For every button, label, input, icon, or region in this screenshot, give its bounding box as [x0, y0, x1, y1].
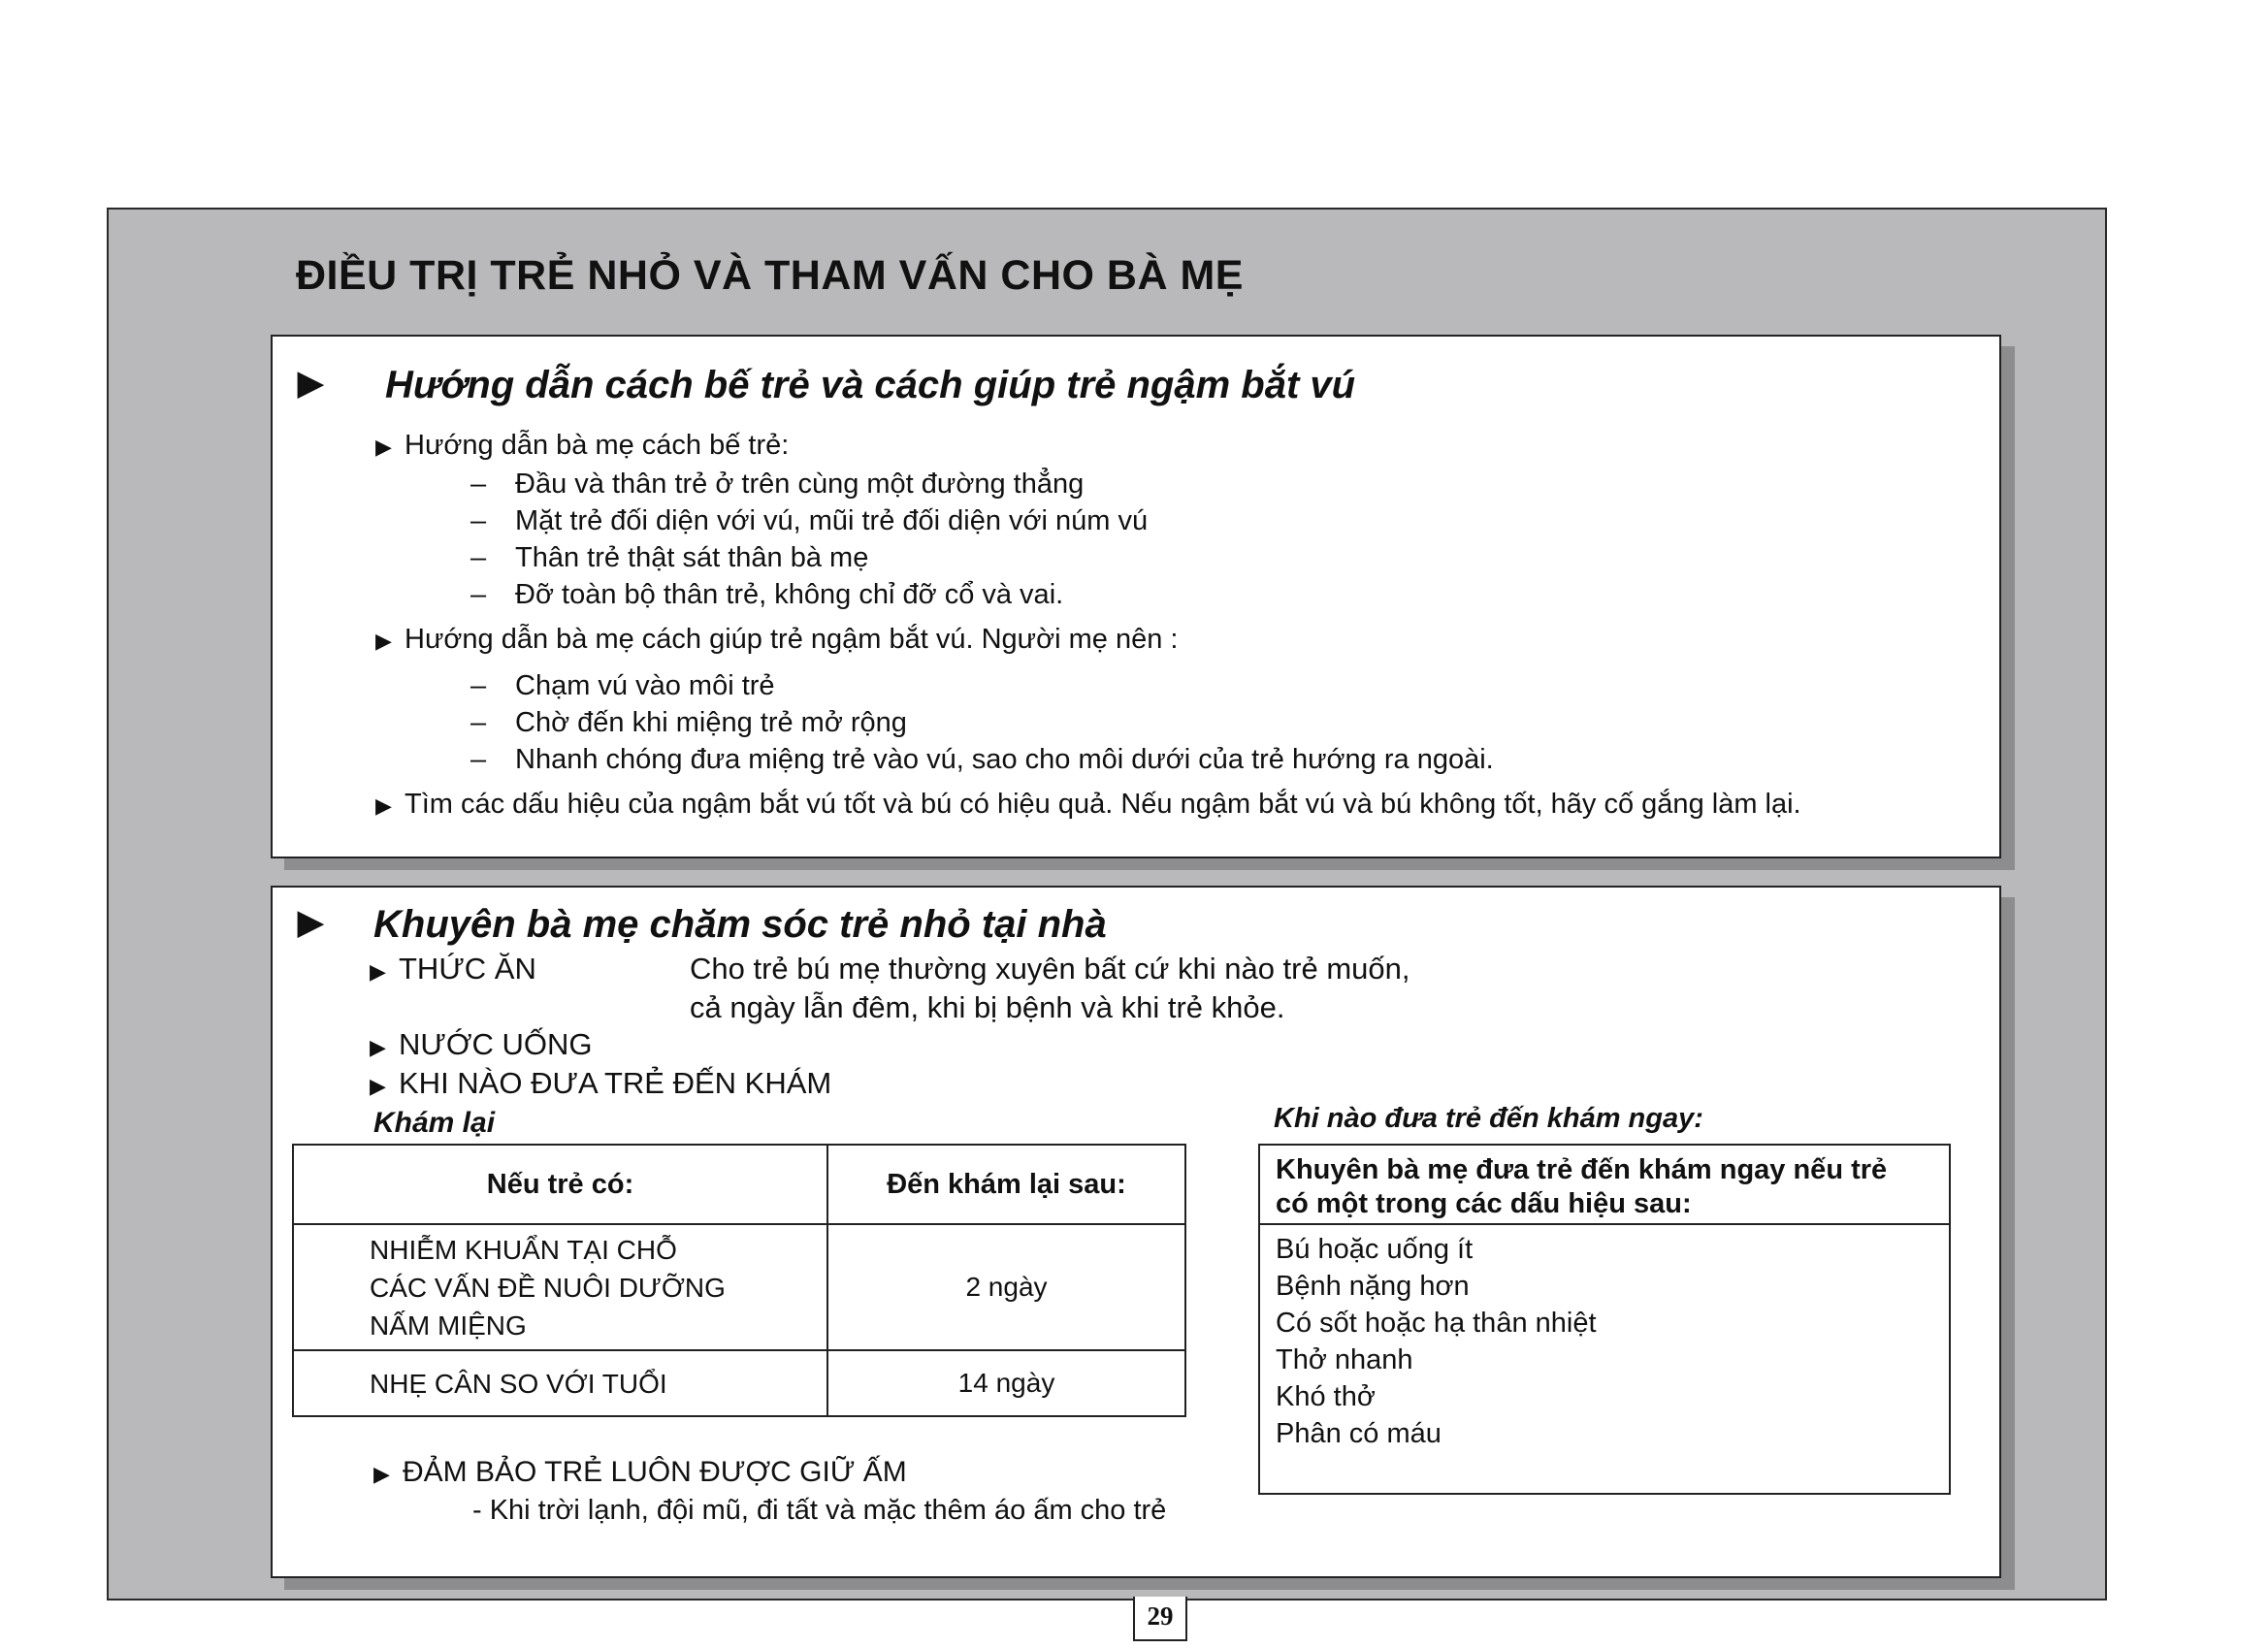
page-number: 29 — [1133, 1597, 1187, 1641]
arrow-bullet-icon: ▶ — [370, 1074, 386, 1098]
list-item: Khó thở — [1276, 1381, 1376, 1412]
table-row — [293, 1350, 1185, 1416]
arrow-bullet-icon: ▶ — [375, 793, 392, 818]
dash-icon: – — [470, 542, 487, 573]
list-item: Có sốt hoặc hạ thân nhiệt — [1276, 1308, 1597, 1339]
list-item: Bú hoặc uống ít — [1276, 1234, 1474, 1265]
immediate-signs-box — [1258, 1144, 1951, 1495]
table-header-row — [293, 1145, 1185, 1224]
dash-icon: – — [470, 707, 487, 738]
immediate-visit-title: Khi nào đưa trẻ đến khám ngay: — [1274, 1103, 1703, 1134]
section-heading-text: Hướng dẫn cách bế trẻ và cách giúp trẻ ngậm bắt vú — [385, 364, 1356, 406]
arrow-bullet-icon: ▶ — [375, 629, 392, 653]
holding-instruction: ▶ Hướng dẫn bà mẹ cách bế trẻ: — [375, 430, 790, 461]
arrow-bullet-icon: ▶ — [375, 435, 392, 459]
list-item: Chờ đến khi miệng trẻ mở rộng — [515, 707, 907, 738]
immediate-signs-header: Khuyên bà mẹ đưa trẻ đến khám ngay nếu trẻ có một trong các dấu hiệu sau: — [1260, 1146, 1949, 1225]
condition-cell: NHẸ CÂN SO VỚI TUỔI — [293, 1350, 827, 1416]
list-item: Chạm vú vào môi trẻ — [515, 670, 775, 701]
arrow-bullet-icon: ▶ — [298, 904, 324, 941]
arrow-bullet-icon: ▶ — [373, 1462, 390, 1486]
dash-icon: – — [470, 579, 487, 610]
table-row — [293, 1224, 1185, 1350]
dash-icon: – — [470, 469, 487, 500]
revisit-table — [292, 1144, 1186, 1417]
list-item: Thở nhanh — [1276, 1344, 1413, 1375]
home-care-panel — [271, 886, 2001, 1578]
list-item: Nhanh chóng đưa miệng trẻ vào vú, sao cho môi dưới của trẻ hướng ra ngoài. — [515, 744, 1494, 775]
list-item: Thân trẻ thật sát thân bà mẹ — [515, 542, 869, 573]
food-label: ▶ THỨC ĂN — [370, 952, 536, 986]
list-item: Bệnh nặng hơn — [1276, 1271, 1470, 1302]
food-description: Cho trẻ bú mẹ thường xuyên bất cứ khi nào trẻ muốn, cả ngày lẫn đêm, khi bị bệnh và khi trẻ khỏe. — [690, 952, 1410, 1024]
water-label: ▶ NƯỚC UỐNG — [370, 1027, 593, 1061]
immediate-signs-list — [1260, 1225, 1949, 1452]
condition-cell: NHIỄM KHUẨN TẠI CHỖ CÁC VẤN ĐỀ NUÔI DƯỠNG NẤM MIỆNG — [293, 1224, 827, 1350]
list-item: Đầu và thân trẻ ở trên cùng một đường thẳng — [515, 469, 1085, 500]
keep-warm-detail: - Khi trời lạnh, đội mũ, đi tất và mặc thêm áo ấm cho trẻ — [472, 1495, 1167, 1526]
list-item: Đỡ toàn bộ thân trẻ, không chỉ đỡ cổ và vai. — [515, 579, 1064, 610]
dash-icon: – — [470, 505, 487, 536]
arrow-bullet-icon: ▶ — [298, 365, 324, 402]
good-attachment-signs: ▶ Tìm các dấu hiệu của ngậm bắt vú tốt và bú có hiệu quả. Nếu ngậm bắt vú và bú không tốt, hãy cố gắng làm lại. — [375, 789, 1801, 820]
holding-attachment-panel — [271, 335, 2001, 858]
revisit-title: Khám lại — [373, 1107, 496, 1139]
followup-cell: 2 ngày — [827, 1224, 1185, 1350]
when-to-visit-label: ▶ KHI NÀO ĐƯA TRẺ ĐẾN KHÁM — [370, 1066, 832, 1100]
page-title: ĐIỀU TRỊ TRẺ NHỎ VÀ THAM VẤN CHO BÀ MẸ — [296, 252, 1244, 299]
keep-warm-label: ▶ ĐẢM BẢO TRẺ LUÔN ĐƯỢC GIỮ ẤM — [373, 1456, 907, 1488]
followup-cell: 14 ngày — [827, 1350, 1185, 1416]
list-item: Mặt trẻ đối diện với vú, mũi trẻ đối diện với núm vú — [515, 505, 1149, 536]
arrow-bullet-icon: ▶ — [370, 959, 386, 984]
attachment-instruction: ▶ Hướng dẫn bà mẹ cách giúp trẻ ngậm bắt vú. Người mẹ nên : — [375, 624, 1179, 655]
dash-icon: – — [470, 744, 487, 775]
list-item: Phân có máu — [1276, 1418, 1442, 1449]
header-condition: Nếu trẻ có: — [293, 1145, 827, 1224]
header-followup: Đến khám lại sau: — [827, 1145, 1185, 1224]
arrow-bullet-icon: ▶ — [370, 1035, 386, 1059]
dash-icon: – — [470, 670, 487, 701]
section-heading-text: Khuyên bà mẹ chăm sóc trẻ nhỏ tại nhà — [373, 903, 1107, 946]
